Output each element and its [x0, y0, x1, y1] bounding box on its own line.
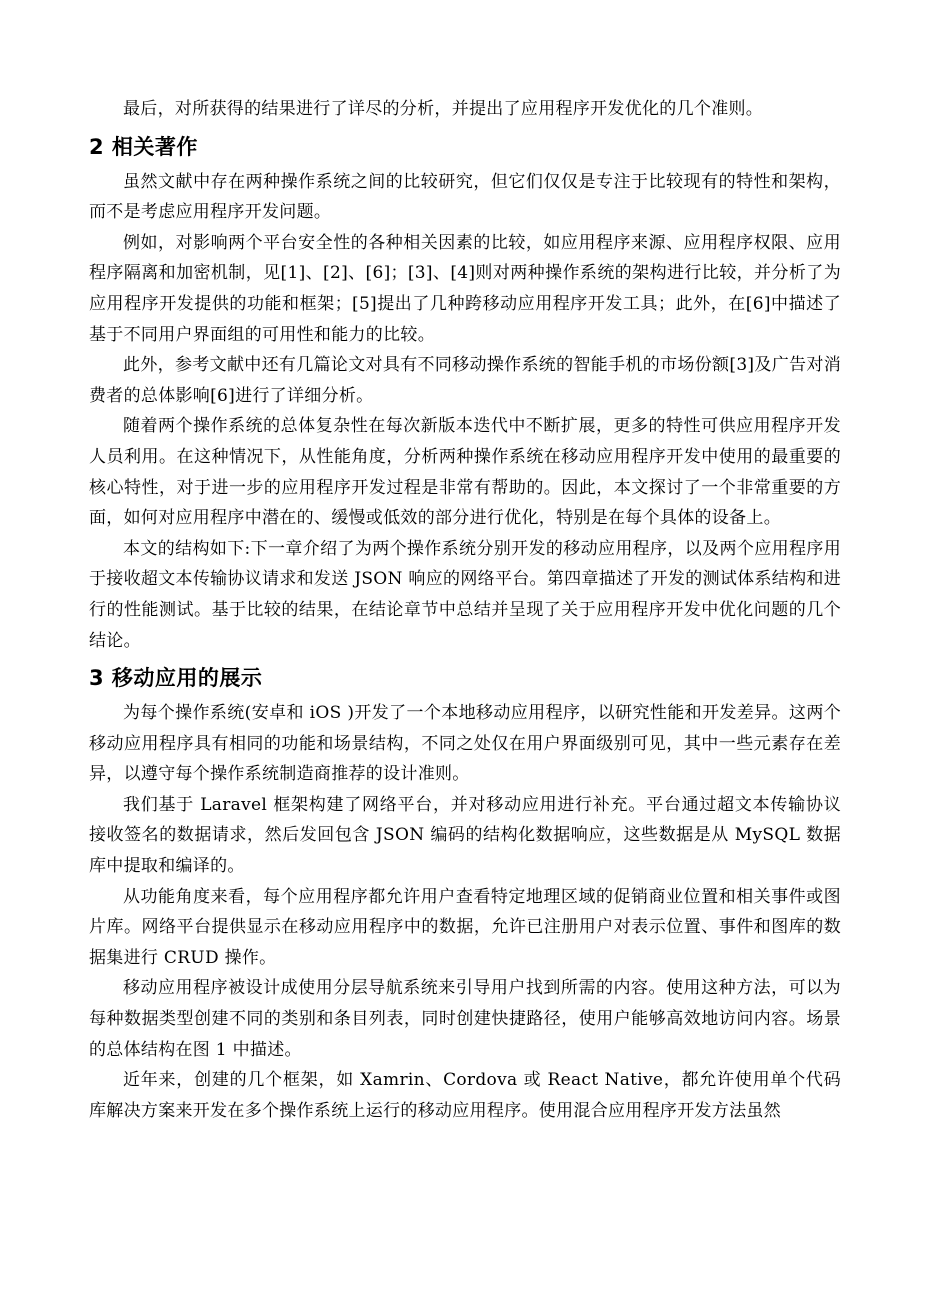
section-2-heading: 2 相关著作: [89, 134, 198, 159]
intro-closing-paragraph: 最后，对所获得的结果进行了详尽的分析，并提出了应用程序开发优化的几个准则。: [123, 99, 764, 119]
section-3-paragraph-4: 移动应用程序被设计成使用分层导航系统来引导用户找到所需的内容。使用这种方法，可以为每种数据类型创建不同的类别和条目列表，同时创建快捷路径，使用户能够高效地访问内容。场景的总体结构在图 1 中描述。: [89, 978, 841, 1060]
section-2-paragraph-4: 随着两个操作系统的总体复杂性在每次新版本迭代中不断扩展，更多的特性可供应用程序开发人员利用。在这种情况下，从性能角度，分析两种操作系统在移动应用程序开发中使用的最重要的核心特性，对于进一步的应用程序开发过程是非常有帮助的。因此，本文探讨了一个非常重要的方面，如何对应用程序中潜在的、缓慢或低效的部分进行优化，特别是在每个具体的设备上。: [89, 416, 841, 529]
section-3-paragraph-2: 我们基于 Laravel 框架构建了网络平台，并对移动应用进行补充。平台通过超文本传输协议接收签名的数据请求，然后发回包含 JSON 编码的结构化数据响应，这些数据是从 MySQL 数据库中提取和编译的。: [89, 794, 841, 877]
section-2-paragraph-3: 此外，参考文献中还有几篇论文对具有不同移动操作系统的智能手机的市场份额[3]及广告对消费者的总体影响[6]进行了详细分析。: [89, 355, 841, 406]
section-2-paragraph-2: 例如，对影响两个平台安全性的各种相关因素的比较，如应用程序来源、应用程序权限、应用程序隔离和加密机制，见[1]、[2]、[6]；[3]、[4]则对两种操作系统的架构进行比较，并分析了为应用程序开发提供的功能和框架；[5]提出了几种跨移动应用程序开发工具；此外，在[6]中描述了基于不同用户界面组的可用性和能力的比较。: [89, 232, 841, 345]
section-2-paragraph-1: 虽然文献中存在两种操作系统之间的比较研究，但它们仅仅是专注于比较现有的特性和架构，而不是考虑应用程序开发问题。: [89, 171, 841, 223]
section-3-heading: 3 移动应用的展示: [89, 666, 263, 691]
section-3-paragraph-5: 近年来，创建的几个框架，如 Xamrin、Cordova 或 React Native，都允许使用单个代码库解决方案来开发在多个操作系统上运行的移动应用程序。使用混合应用程序开发方法虽然: [89, 1070, 841, 1121]
document-page: [89, 94, 841, 1126]
section-3-paragraph-3: 从功能角度来看，每个应用程序都允许用户查看特定地理区域的促销商业位置和相关事件或图片库。网络平台提供显示在移动应用程序中的数据，允许已注册用户对表示位置、事件和图库的数据集进行 CRUD 操作。: [89, 886, 841, 968]
section-2-paragraph-5: 本文的结构如下:下一章介绍了为两个操作系统分别开发的移动应用程序，以及两个应用程序用于接收超文本传输协议请求和发送 JSON 响应的网络平台。第四章描述了开发的测试体系结构和进行的性能测试。基于比较的结果，在结论章节中总结并呈现了关于应用程序开发中优化问题的几个结论。: [89, 538, 841, 651]
section-3-paragraph-1: 为每个操作系统(安卓和 iOS )开发了一个本地移动应用程序，以研究性能和开发差异。这两个移动应用程序具有相同的功能和场景结构，不同之处仅在用户界面级别可见，其中一些元素存在差异，以遵守每个操作系统制造商推荐的设计准则。: [89, 703, 841, 785]
